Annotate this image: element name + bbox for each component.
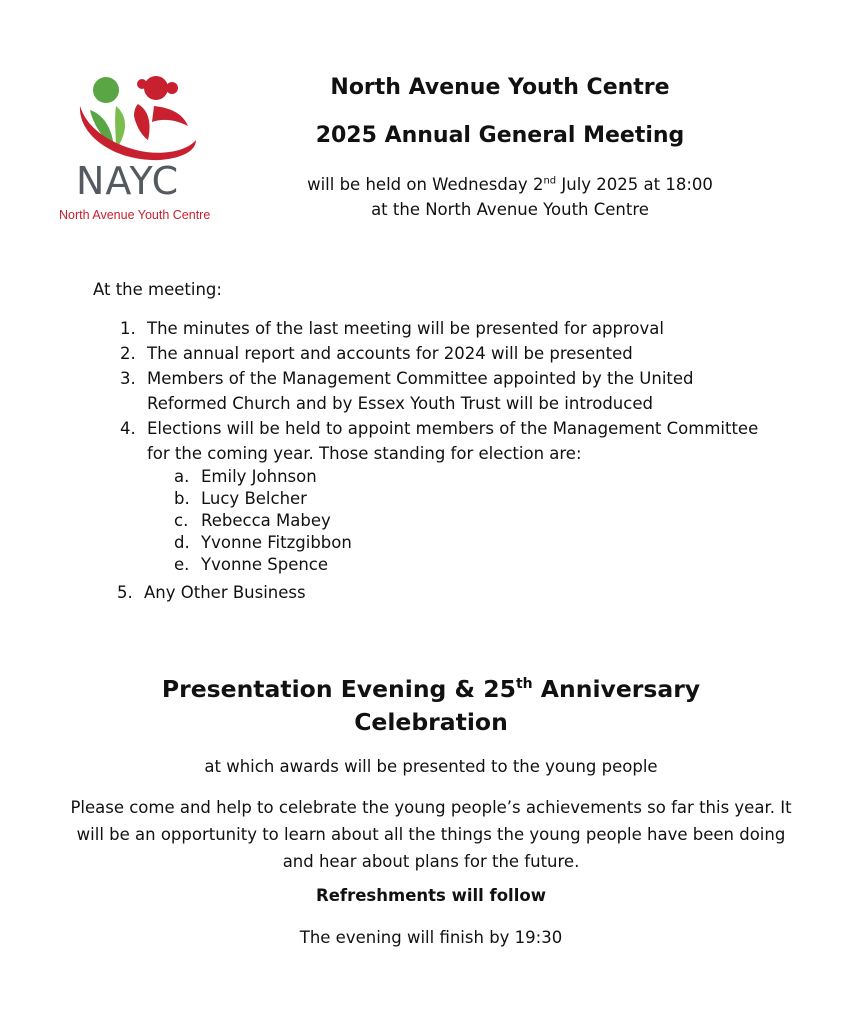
- meeting-date-line: [240, 172, 780, 197]
- agenda-item: [117, 580, 767, 605]
- meeting-details: [240, 172, 780, 222]
- logo-green-head: [93, 77, 119, 103]
- agenda-item-text: The minutes of the last meeting will be presented for approval: [147, 319, 664, 338]
- meeting-title: 2025 Annual General Meeting: [315, 123, 685, 148]
- invitation-text: Please come and help to celebrate the young people’s achievements so far this year. It will be an opportunity to learn about all the things the young people have been doing and hear about plans for the future.: [70, 798, 792, 871]
- agenda-item-number: 1.: [120, 319, 136, 338]
- agenda-item-number: 3.: [120, 369, 136, 388]
- agenda-item: [120, 366, 747, 416]
- meeting-date-pre: will be held on Wednesday 2: [307, 175, 544, 194]
- agenda-list: [117, 316, 767, 605]
- presentation-title-post: Anniversary: [532, 675, 701, 703]
- candidate-name: Yvonne Fitzgibbon: [201, 533, 352, 552]
- agenda-item-text: The annual report and accounts for 2024 will be presented: [147, 344, 633, 363]
- logo-figures-graphic: [56, 70, 226, 170]
- candidate-list: [147, 466, 767, 580]
- presentation-title-line2: Celebration: [354, 708, 508, 736]
- logo-red-body: [134, 104, 150, 140]
- candidate-letter: c.: [174, 511, 189, 530]
- agenda-item: [120, 316, 767, 341]
- candidate-name: Lucy Belcher: [201, 489, 307, 508]
- meeting-date-suffix: nd: [543, 175, 557, 187]
- candidate-item: [174, 554, 767, 576]
- candidate-item: [174, 510, 767, 532]
- candidate-item: [174, 466, 767, 488]
- agenda-item-text: Elections will be held to appoint members of the Management Committee for the coming year. Those standing for election are:: [147, 419, 759, 463]
- refreshments-text: Refreshments will follow: [316, 886, 546, 905]
- presentation-title: [60, 673, 802, 739]
- logo-subtitle: North Avenue Youth Centre: [59, 208, 211, 222]
- agenda-item: [120, 341, 767, 366]
- candidate-name: Yvonne Spence: [201, 555, 329, 574]
- nayc-logo: [56, 70, 226, 226]
- finish-time-text: The evening will finish by 19:30: [299, 928, 563, 947]
- presentation-title-pre: Presentation Evening & 25: [161, 675, 516, 703]
- logo-letters: NAYC: [76, 159, 180, 203]
- candidate-letter: b.: [174, 489, 190, 508]
- logo-red-bunch-left: [137, 79, 147, 89]
- agenda-item-number: 2.: [120, 344, 136, 363]
- candidate-name: Emily Johnson: [201, 467, 317, 486]
- presentation-title-suffix: th: [515, 676, 533, 693]
- centre-title: North Avenue Youth Centre: [330, 75, 670, 100]
- candidate-letter: a.: [174, 467, 190, 486]
- agenda-item-text: Members of the Management Committee appointed by the United Reformed Church and by Essex Youth Trust will be introduced: [147, 369, 694, 413]
- candidate-item: [174, 488, 767, 510]
- agenda-intro: At the meeting:: [93, 280, 222, 299]
- logo-red-head: [144, 76, 168, 100]
- candidate-letter: e.: [174, 555, 190, 574]
- candidate-name: Rebecca Mabey: [201, 511, 331, 530]
- candidate-item: [174, 532, 767, 554]
- logo-red-arm: [152, 106, 188, 126]
- agenda-item-number: 5.: [117, 583, 133, 602]
- agenda-item-number: 4.: [120, 419, 136, 438]
- meeting-location: at the North Avenue Youth Centre: [371, 200, 649, 219]
- logo-red-bunch: [166, 82, 178, 94]
- candidate-letter: d.: [174, 533, 190, 552]
- agenda-item-text: Any Other Business: [144, 583, 306, 602]
- awards-text: at which awards will be presented to the young people: [204, 757, 658, 776]
- meeting-date-post: July 2025 at 18:00: [556, 175, 713, 194]
- agenda-item: [120, 416, 767, 580]
